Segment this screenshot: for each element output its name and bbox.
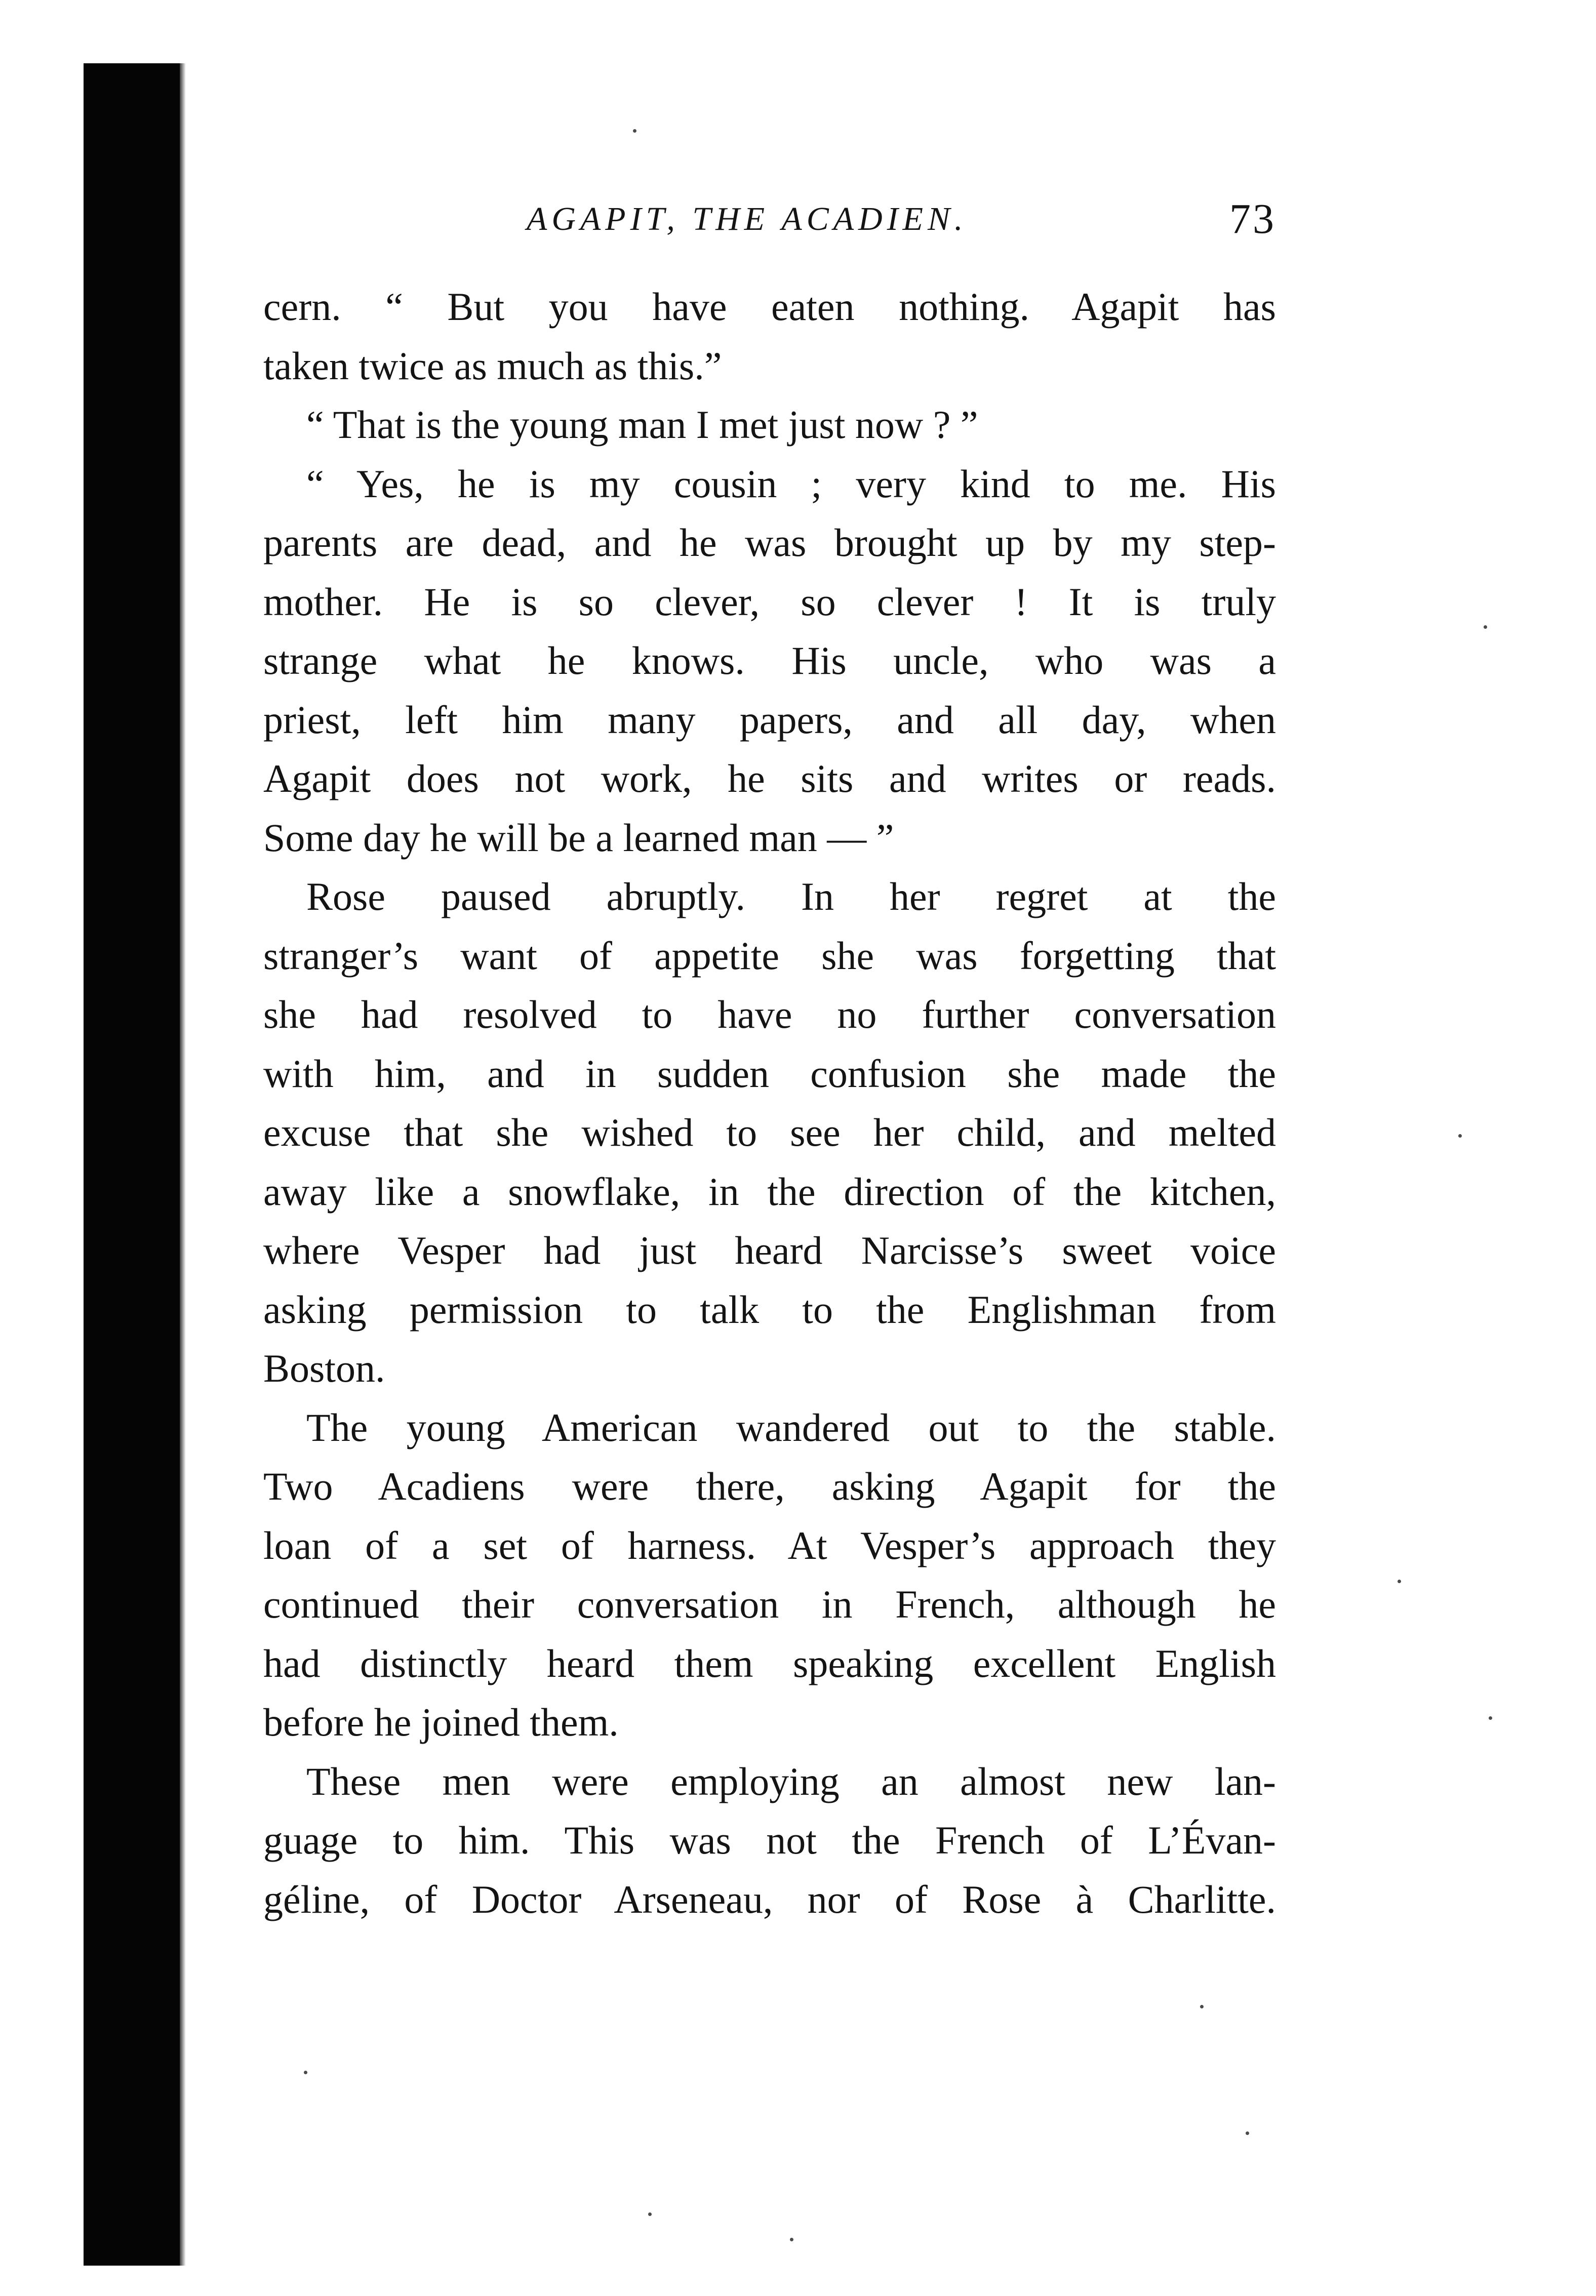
text-line: Some day he will be a learned man — ”	[263, 815, 894, 860]
text-line: continued their conversation in French, although he	[263, 1582, 1276, 1626]
text-line: excuse that she wished to see her child, and melted	[263, 1110, 1276, 1154]
text-line: loan of a set of harness. At Vesper’s approach they	[263, 1523, 1276, 1567]
text-line: These men were employing an almost new lan-	[306, 1759, 1276, 1803]
text-line: taken twice as much as this.”	[263, 343, 722, 388]
scan-speck	[633, 129, 636, 133]
binding-edge-shadow	[84, 63, 180, 2266]
text-line: priest, left him many papers, and all day, when	[263, 697, 1276, 742]
text-line: “ Yes, he is my cousin ; very kind to me. His	[306, 461, 1276, 506]
text-line: before he joined them.	[263, 1700, 619, 1744]
text-line: guage to him. This was not the French of L’Évan-	[263, 1818, 1276, 1862]
text-line: asking permission to talk to the Englishman from	[263, 1287, 1276, 1332]
scan-speck	[648, 2212, 652, 2216]
page-header	[263, 191, 1276, 247]
text-line: cern. “ But you have eaten nothing. Agapit has	[263, 285, 1276, 329]
page-number: 73	[1229, 195, 1276, 243]
text-line: had distinctly heard them speaking excellent English	[263, 1641, 1276, 1685]
text-line: with him, and in sudden confusion she made the	[263, 1051, 1276, 1096]
text-line: strange what he knows. His uncle, who was a	[263, 638, 1276, 682]
scan-speck	[1246, 2131, 1249, 2135]
text-line: “ That is the young man I met just now ? ”	[306, 402, 978, 447]
scan-speck	[1398, 1580, 1401, 1583]
text-line: stranger’s want of appetite she was forgetting that	[263, 933, 1276, 978]
scan-speck	[1484, 625, 1487, 629]
scan-speck	[1458, 1134, 1462, 1138]
text-line: she had resolved to have no further conversation	[263, 992, 1276, 1036]
text-line: where Vesper had just heard Narcisse’s sweet voice	[263, 1228, 1276, 1272]
scan-speck	[304, 2071, 307, 2074]
body-text	[263, 277, 1276, 1929]
text-line: Rose paused abruptly. In her regret at the	[306, 874, 1276, 918]
text-line: Agapit does not work, he sits and writes or reads.	[263, 756, 1276, 800]
text-line: The young American wandered out to the stable.	[306, 1405, 1276, 1449]
scan-speck	[790, 2238, 793, 2241]
text-line: mother. He is so clever, so clever ! It is truly	[263, 579, 1276, 624]
text-line: Boston.	[263, 1346, 385, 1390]
scan-speck	[1200, 2005, 1204, 2008]
text-line: Two Acadiens were there, asking Agapit for the	[263, 1464, 1276, 1508]
running-head: AGAPIT, THE ACADIEN.	[527, 200, 968, 237]
text-line: parents are dead, and he was brought up by my step-	[263, 520, 1276, 565]
text-line: géline, of Doctor Arseneau, nor of Rose à Charlitte.	[263, 1877, 1276, 1921]
text-line: away like a snowflake, in the direction of the kitchen,	[263, 1169, 1276, 1214]
scan-speck	[1489, 1716, 1492, 1720]
